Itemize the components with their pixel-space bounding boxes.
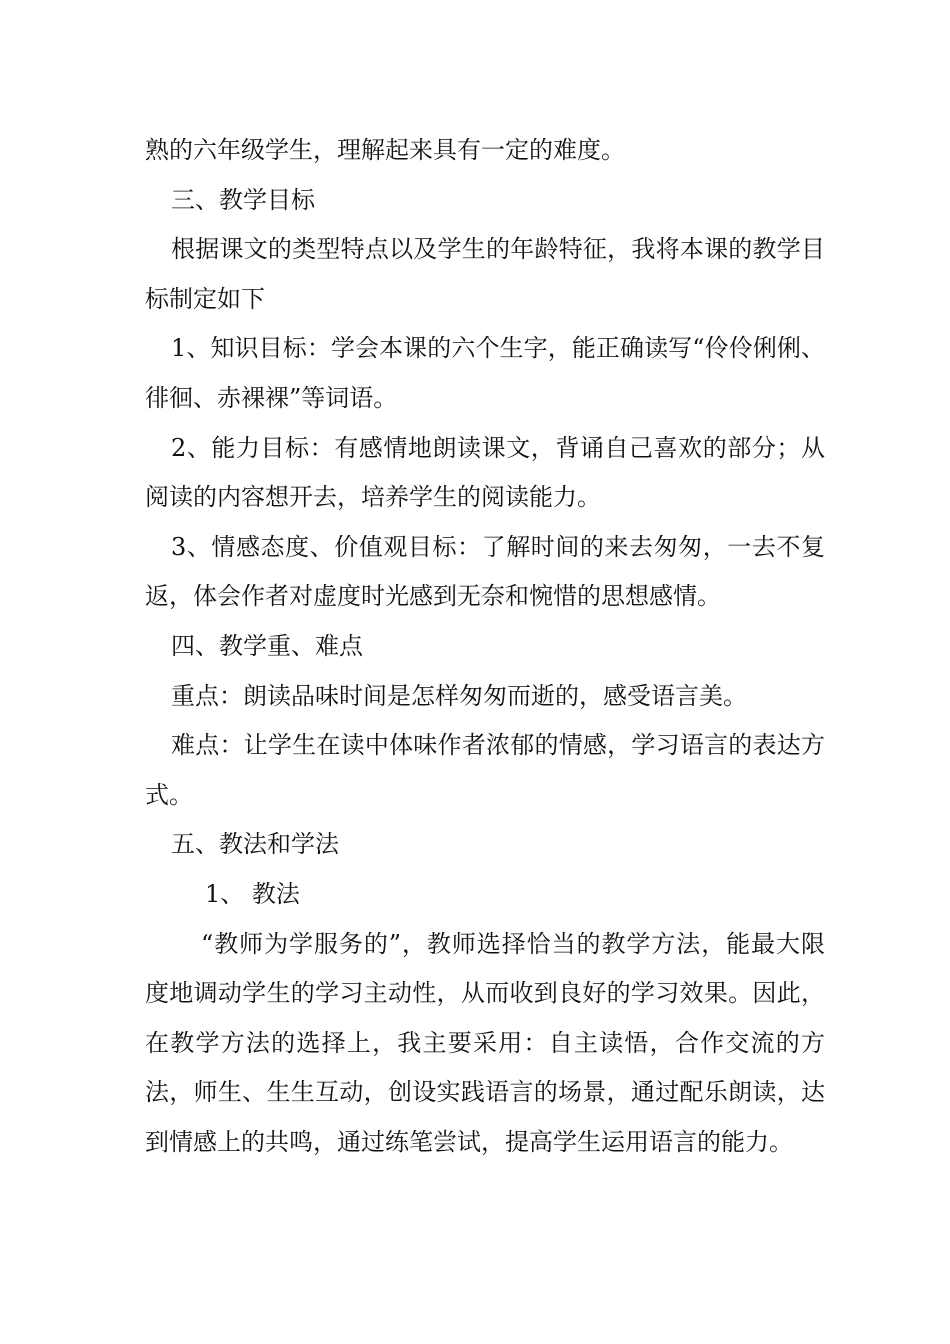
paragraph-knowledge-goal: 1、知识目标：学会本课的六个生字，能正确读写“伶伶俐俐、徘徊、赤裸裸”等词语。 (145, 334, 825, 412)
paragraph-difficult-point: 难点：让学生在读中体味作者浓郁的情感，学习语言的表达方式。 (145, 731, 825, 809)
section-heading-teaching-goals: 三、教学目标 (171, 185, 315, 214)
paragraph-ability-goal: 2、能力目标：有感情地朗读课文，背诵自己喜欢的部分；从阅读的内容想开去，培养学生的阅读能力。 (145, 433, 825, 512)
paragraph-teaching-method: “教师为学服务的”，教师选择恰当的教学方法，能最大限度地调动学生的学习主动性，从而收到良好的学习效果。因此，在教学方法的选择上，我主要采用：自主读悟，合作交流的方法，师生、生生互动，创设实践语言的场景，通过配乐朗读，达到情感上的共鸣，通过练笔尝试，提高学生运用语言的能力。 (145, 929, 825, 1156)
paragraph-emotion-goal: 3、情感态度、价值观目标：了解时间的来去匆匆，一去不复返，体会作者对虚度时光感到无奈和惋惜的思想感情。 (145, 532, 825, 611)
section-heading-methods: 五、教法和学法 (171, 830, 339, 859)
document-body (145, 126, 825, 1167)
subheading-teaching-method: 1、 教法 (205, 879, 300, 908)
section-heading-key-points: 四、教学重、难点 (171, 631, 363, 660)
paragraph-goals-intro: 根据课文的类型特点以及学生的年龄特征，我将本课的教学目标制定如下 (145, 235, 825, 313)
paragraph-key-point: 重点：朗读品味时间是怎样匆匆而逝的，感受语言美。 (171, 681, 747, 710)
paragraph-continuation: 熟的六年级学生，理解起来具有一定的难度。 (145, 136, 625, 164)
